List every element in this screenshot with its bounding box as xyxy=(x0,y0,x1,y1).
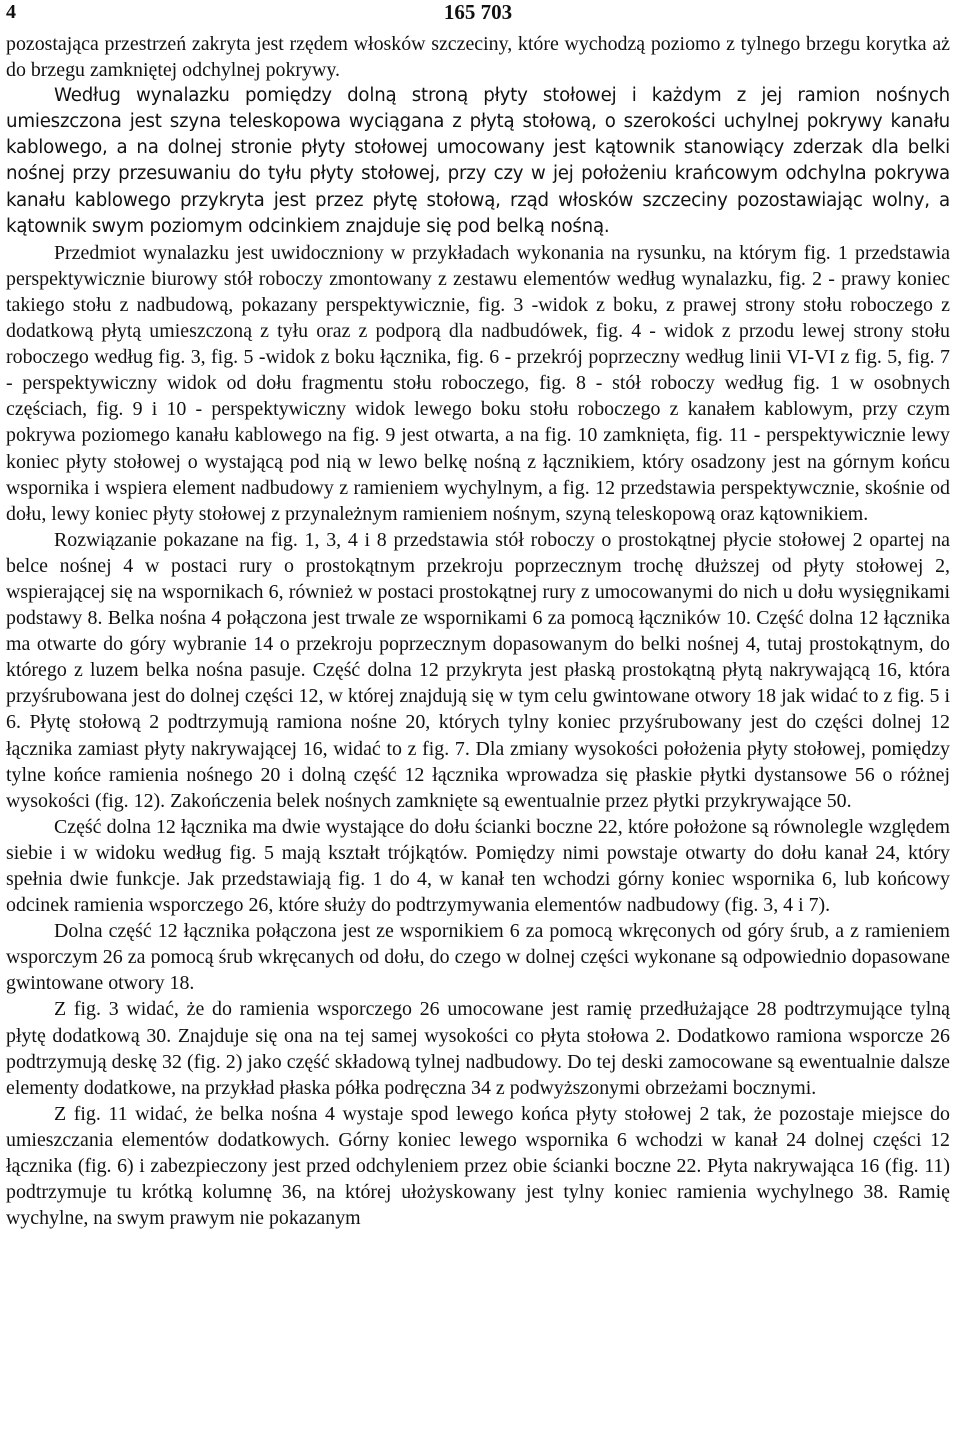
paragraph-lower-part: Dolna część 12 łącznika połączona jest ze wspornikiem 6 za pomocą wkręconych od góry śrub, a z ramieniem wsporczym 26 za pomocą śrub wkręcanych od dołu, do czego w dolnej części wykonane są odpowiednio dopasowane gwintowane otwory 18. xyxy=(6,920,950,995)
page-header xyxy=(6,0,950,28)
page-number: 4 xyxy=(6,1,16,23)
paragraph-invention-description: Według wynalazku pomiędzy dolną stroną płyty stołowej i każdym z jej ramion nośnych umieszczona jest szyna teleskopowa wyciągana z płytą stołową, o szerokości uchylnej pokrywy kanału kablowego, a na dolnej stronie płyty stołowej umocowany jest kątownik stanowiący zderzak dla belki nośnej przy przesuwaniu do tyłu płyty stołowej, przy czy w jej położeniu krańcowym odchylna pokrywa kanału kablowego przykryta jest przez płytę stołową, rząd włosków szczeciny pozostawiając wolny, a kątownik swym poziomym odcinkiem znajduje się pod belką nośną. xyxy=(6,85,950,237)
body-text xyxy=(6,31,950,1231)
paragraph-solution: Rozwiązanie pokazane na fig. 1, 3, 4 i 8 przedstawia stół roboczy o prostokątnej płycie stołowej 2 opartej na belce nośnej 4 w postaci rury o prostokątnym przekroju poprzecznym trochę dłuższej od płyty stołowej 2, wspierającej się na wspornikach 6, również w postaci prostokątnej rury z umocowanymi do nich u dołu wysięgnikami podstawy 8. Belka nośna 4 połączona jest trwale ze wspornikami 6 za pomocą łączników 10. Część dolna 12 łącznika ma otwarte do góry wybranie 14 o przekroju poprzecznym dopasowanym do belki nośnej 4, tutaj prostokątnym, do którego z luzem belka nośna pasuje. Część dolna 12 przykryta jest płaską prostokątną płytą nakrywającą 16, która przyśrubowana jest do dolnej części 12, w której znajdują się w tym celu gwintowane otwory 18 jak widać to z fig. 5 i 6. Płytę stołową 2 podtrzymują ramiona nośne 20, których tylny koniec przyśrubowany jest do części dolnej 12 łącznika zamiast płyty nakrywającej 16, widać to z fig. 7. Dla zmiany wysokości położenia płyty stołowej, pomiędzy tylne końce ramienia nośnego 20 i dolną część 12 łącznika wprowadza się płaskie płytki dystansowe 56 o różnej wysokości (fig. 12). Zakończenia belek nośnych zamknięte są ewentualnie przez płytki przykrywające 50. xyxy=(6,528,950,812)
patent-number: 165 703 xyxy=(443,0,513,24)
paragraph-connector-walls: Część dolna 12 łącznika ma dwie wystające do dołu ścianki boczne 22, które położone są równolegle względem siebie i w widoku według fig. 5 mają kształt trójkątów. Pomiędzy nimi powstaje otwarty do dołu kanał 24, który spełnia dwie funkcje. Jak przedstawiają fig. 1 do 4, w kanał ten wchodzi górny koniec wspornika 6, lub końcowy odcinek ramienia wsporczego 26, które służy do podtrzymywania elementów nadbudowy (fig. 3, 4 i 7). xyxy=(6,815,950,917)
paragraph-fig-3: Z fig. 3 widać, że do ramienia wsporczego 26 umocowane jest ramię przedłużające 28 podtrzymujące tylną płytę dodatkową 30. Znajduje się ona na tej samej wysokości co płyta stołowa 2. Dodatkowo ramiona wsporcze 26 podtrzymują deskę 32 (fig. 2) jako część składową tylnej nadbudowy. Do tej deski zamocowane są ewentualnie dalsze elementy dodatkowe, na przykład płaska półka podręczna 34 z podwyższonymi obrzeżami bocznymi. xyxy=(6,998,950,1099)
paragraph-fig-11: Z fig. 11 widać, że belka nośna 4 wystaje spod lewego końca płyty stołowej 2 tak, że pozostaje miejsce do umieszczania elementów dodatkowych. Górny koniec lewego wspornika 6 wchodzi w kanał 24 dolnej części 12 łącznika (fig. 6) i zabezpieczony jest przed odchyleniem przez obie ścianki boczne 22. Płyta nakrywająca 16 (fig. 11) podtrzymuje tu krótką kolumnę 36, na której ułożyskowany jest tylny koniec ramienia wychylnego 38. Ramię wychylne, na swym prawym nie pokazanym xyxy=(6,1102,950,1230)
paragraph-continuation: pozostająca przestrzeń zakryta jest rzędem włosków szczeciny, które wychodzą poziomo z tylnego brzegu korytka aż do brzegu zamkniętej odchylnej pokrywy. xyxy=(6,33,950,82)
paragraph-figure-list: Przedmiot wynalazku jest uwidoczniony w przykładach wykonania na rysunku, na którym fig. 1 przedstawia perspektywicznie biurowy stół roboczy zmontowany z zestawu elementów według wynalazku, fig. 2 - prawy koniec takiego stołu z nadbudową, pokazany perspektywicznie, fig. 3 -widok z boku, z prawej strony stołu roboczego z dodatkową płytą umieszczoną z tyłu oraz z podporą dla nadbudówek, fig. 4 - widok z przodu lewej strony stołu roboczego według fig. 3, fig. 5 -widok z boku łącznika, fig. 6 - przekrój poprzeczny według linii VI-VI z fig. 5, fig. 7 - perspektywiczny widok od dołu fragmentu stołu roboczego, fig. 8 - stół roboczy według fig. 1 w osobnych częściach, fig. 9 i 10 - perspektywiczny widok lewego boku stołu roboczego z kanałem kablowym, przy czym pokrywa poziomego kanału kablowego na fig. 9 jest otwarta, a na fig. 10 zamknięta, fig. 11 - perspektywicznie lewy koniec płyty stołowej o wystającą pod nią w lewo belkę nośną z łącznikiem, który osadzony jest na górnym końcu wspornika i wspiera element nadbudowy z ramieniem wychylnym, a fig. 12 przedstawia perspektywcznie, skośnie od dołu, lewy koniec płyty stołowej z przynależnym ramieniem nośnym, szyną teleskopową oraz kątownikiem. xyxy=(6,241,950,525)
